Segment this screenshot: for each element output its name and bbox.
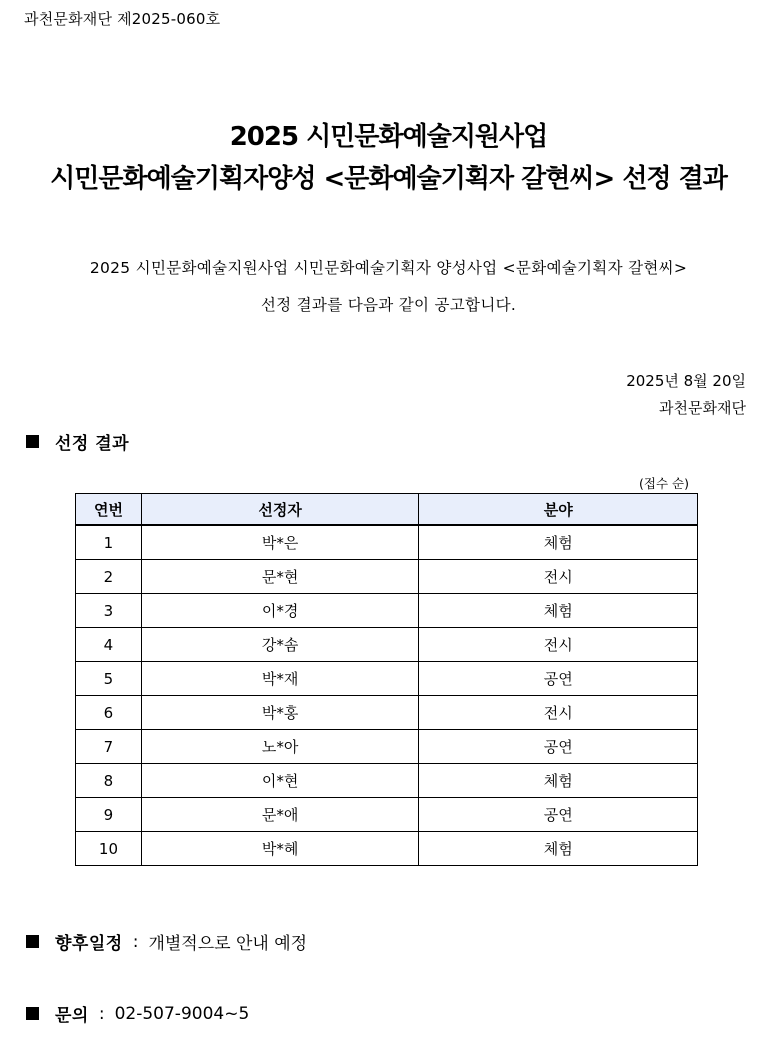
table-row bbox=[76, 594, 698, 628]
table-row bbox=[76, 560, 698, 594]
cell-field: 공연 bbox=[419, 730, 698, 764]
document-number: 과천문화재단 제2025-060호 bbox=[24, 10, 221, 28]
table-row bbox=[76, 696, 698, 730]
table-header-row bbox=[76, 494, 698, 526]
table-row bbox=[76, 798, 698, 832]
issuer-name: 과천문화재단 bbox=[659, 399, 746, 417]
cell-selectee: 박*홍 bbox=[141, 696, 419, 730]
cell-selectee: 박*혜 bbox=[141, 832, 419, 866]
cell-selectee: 이*현 bbox=[141, 764, 419, 798]
cell-field: 체험 bbox=[419, 832, 698, 866]
cell-number: 8 bbox=[76, 764, 142, 798]
cell-field: 공연 bbox=[419, 798, 698, 832]
table-row bbox=[76, 730, 698, 764]
cell-selectee: 박*은 bbox=[141, 525, 419, 560]
section-schedule bbox=[26, 929, 307, 954]
cell-selectee: 노*아 bbox=[141, 730, 419, 764]
cell-field: 공연 bbox=[419, 662, 698, 696]
cell-field: 전시 bbox=[419, 628, 698, 662]
header-field: 분야 bbox=[419, 494, 698, 526]
title-line-2: 시민문화예술기획자양성 <문화예술기획자 갈현씨> 선정 결과 bbox=[50, 164, 727, 194]
section-contact-separator: : bbox=[98, 1003, 105, 1024]
cell-field: 체험 bbox=[419, 594, 698, 628]
cell-number: 5 bbox=[76, 662, 142, 696]
section-schedule-separator: : bbox=[132, 931, 139, 952]
cell-field: 체험 bbox=[419, 525, 698, 560]
cell-number: 6 bbox=[76, 696, 142, 730]
cell-selectee: 박*재 bbox=[141, 662, 419, 696]
cell-number: 7 bbox=[76, 730, 142, 764]
cell-field: 전시 bbox=[419, 560, 698, 594]
intro-line-2: 선정 결과를 다음과 같이 공고합니다. bbox=[260, 296, 517, 314]
section-contact-value: 02-507-9004~5 bbox=[114, 1003, 250, 1024]
section-result-label: 선정 결과 bbox=[55, 434, 130, 454]
cell-number: 10 bbox=[76, 832, 142, 866]
cell-number: 4 bbox=[76, 628, 142, 662]
section-schedule-value: 개별적으로 안내 예정 bbox=[148, 934, 308, 954]
announcement-date: 2025년 8월 20일 bbox=[626, 372, 746, 390]
table-row bbox=[76, 832, 698, 866]
section-schedule-label: 향후일정 bbox=[55, 934, 123, 954]
table-row bbox=[76, 764, 698, 798]
cell-selectee: 이*경 bbox=[141, 594, 419, 628]
order-note: (접수 순) bbox=[639, 476, 689, 491]
intro-line-1: 2025 시민문화예술지원사업 시민문화예술기획자 양성사업 <문화예술기획자 갈현씨> bbox=[89, 259, 688, 277]
cell-number: 1 bbox=[76, 525, 142, 560]
cell-number: 2 bbox=[76, 560, 142, 594]
cell-field: 전시 bbox=[419, 696, 698, 730]
section-result-heading bbox=[26, 429, 129, 454]
cell-number: 3 bbox=[76, 594, 142, 628]
section-contact bbox=[26, 1001, 249, 1026]
cell-selectee: 문*현 bbox=[141, 560, 419, 594]
header-selectee: 선정자 bbox=[141, 494, 419, 526]
selection-results-table bbox=[75, 493, 698, 866]
section-contact-label: 문의 bbox=[55, 1006, 89, 1026]
table-row bbox=[76, 662, 698, 696]
cell-field: 체험 bbox=[419, 764, 698, 798]
cell-selectee: 강*솜 bbox=[141, 628, 419, 662]
table-row bbox=[76, 628, 698, 662]
title-line-1: 2025 시민문화예술지원사업 bbox=[229, 122, 548, 152]
square-bullet-icon bbox=[26, 935, 39, 948]
square-bullet-icon bbox=[26, 1007, 39, 1020]
cell-selectee: 문*애 bbox=[141, 798, 419, 832]
cell-number: 9 bbox=[76, 798, 142, 832]
table-row bbox=[76, 525, 698, 560]
square-bullet-icon bbox=[26, 435, 39, 448]
header-number: 연번 bbox=[76, 494, 142, 526]
